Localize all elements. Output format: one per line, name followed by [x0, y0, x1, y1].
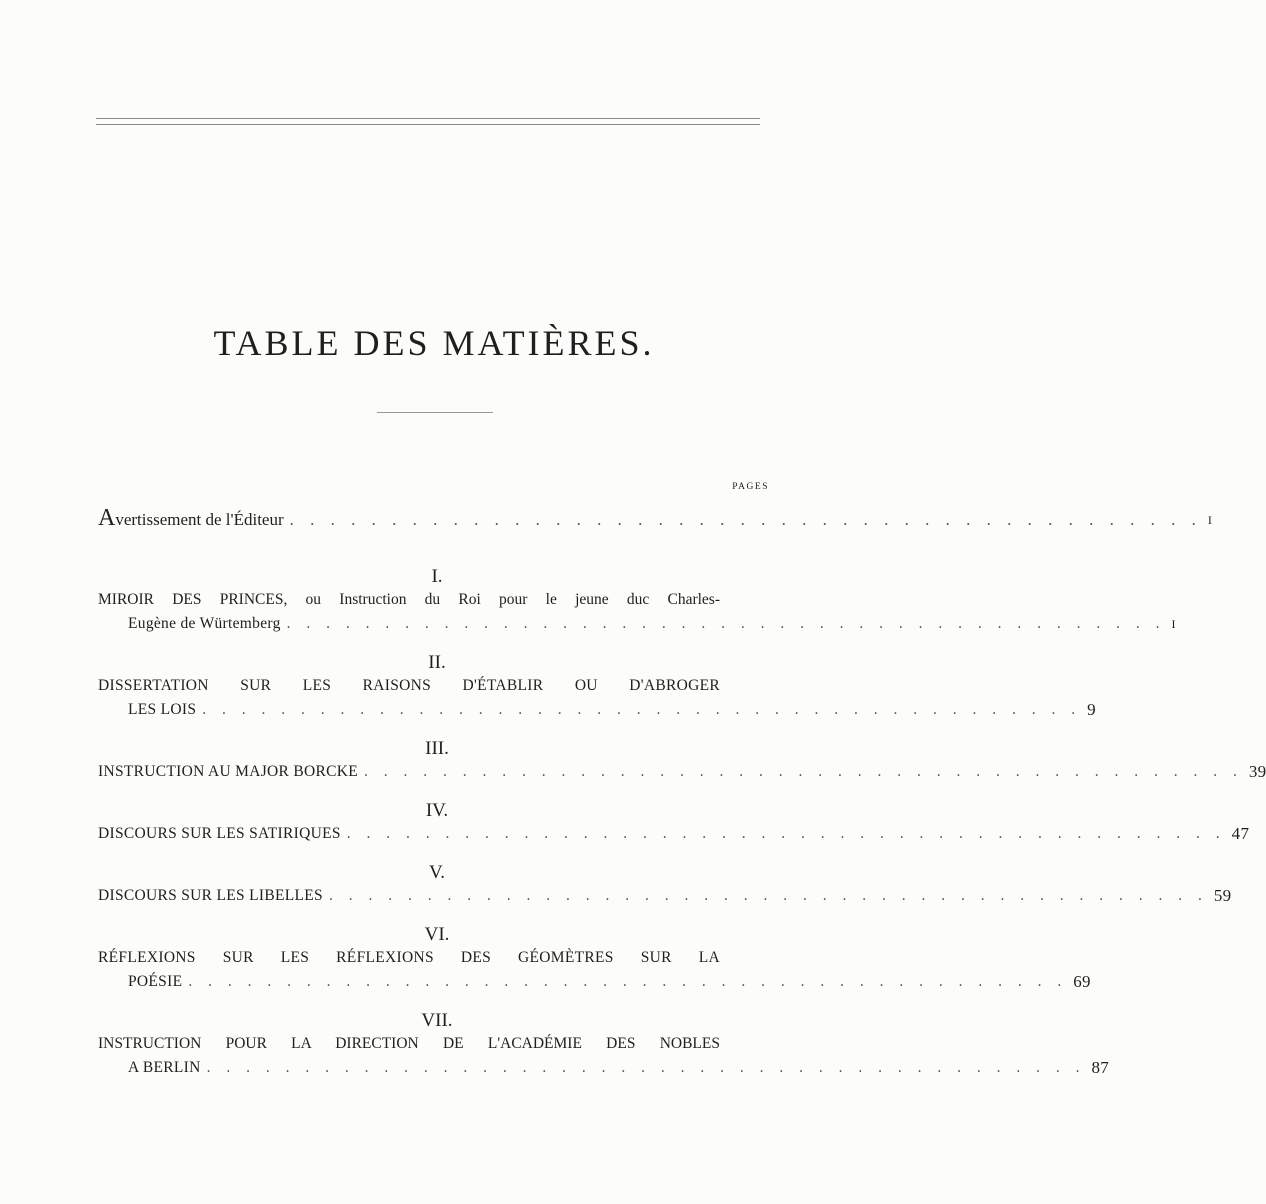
dot-leader: . . . . . . . . . . . . . . . . . . . . . . . . . . . . . . . . . . . . . . . . . . . . .: [202, 701, 1082, 718]
section-numeral: III.: [425, 738, 449, 759]
section-numeral: I.: [431, 566, 443, 587]
preface-label: vertissement de l'Éditeur: [115, 510, 284, 529]
section-numeral: VI.: [424, 924, 450, 945]
toc-entry-title: DISCOURS SUR LES SATIRIQUES: [98, 825, 341, 842]
dot-leader: . . . . . . . . . . . . . . . . . . . . . . . . . . . . . . . . . . . . . . . . . . . . .: [346, 825, 1226, 842]
toc-entry: [98, 970, 1091, 994]
toc-entry-title-line2: A BERLIN: [128, 1059, 201, 1076]
toc-entry: [98, 760, 1266, 784]
dot-leader: . . . . . . . . . . . . . . . . . . . . . . . . . . . . . . . . . . . . . . . . . . . . .: [188, 973, 1068, 990]
toc-entry-preface: [98, 505, 1212, 532]
toc-entry: [98, 884, 1232, 908]
page-number: I: [1171, 617, 1176, 631]
toc-entry-title-line1: RÉFLEXIONS SUR LES RÉFLEXIONS DES GÉOMÈTRES SUR LA: [98, 949, 720, 966]
toc-entry: [98, 612, 1176, 636]
toc-section: [98, 924, 1091, 994]
page-number: 39: [1248, 762, 1266, 781]
dot-leader: . . . . . . . . . . . . . . . . . . . . . . . . . . . . . . . . . . . . . . . . . . . . .: [286, 615, 1166, 632]
toc-section: [98, 652, 1096, 722]
page-number: 47: [1231, 824, 1250, 843]
toc-entry-title-line2: Eugène de Würtemberg: [128, 615, 281, 632]
dot-leader: . . . . . . . . . . . . . . . . . . . . . . . . . . . . . . . . . . . . . . . . . . . . .: [328, 887, 1208, 904]
dot-leader: . . . . . . . . . . . . . . . . . . . . . . . . . . . . . . . . . . . . . . . . . . . . .: [206, 1059, 1086, 1076]
table-of-contents: [98, 500, 1266, 1080]
toc-section: [98, 738, 1266, 784]
pages-column-label: PAGES: [732, 482, 769, 492]
toc-entry-title-line2: LES LOIS: [128, 701, 197, 718]
toc-entry: [98, 822, 1250, 846]
section-numeral: VII.: [421, 1010, 453, 1031]
toc-entry: [98, 1056, 1110, 1080]
section-numeral: V.: [428, 862, 446, 883]
toc-section: [98, 1010, 1110, 1080]
top-double-rule: [96, 118, 760, 125]
title-divider: [377, 412, 493, 413]
section-numeral: IV.: [425, 800, 449, 821]
toc-entry-label: [98, 506, 284, 532]
toc-entry-title-line1: DISSERTATION SUR LES RAISONS D'ÉTABLIR OU D'ABROGER: [98, 677, 720, 694]
toc-entry: [98, 698, 1096, 722]
toc-entry-title-line1: INSTRUCTION POUR LA DIRECTION DE L'ACADÉMIE DES NOBLES: [98, 1035, 720, 1052]
page-number: 87: [1091, 1058, 1110, 1077]
section-numeral: II.: [428, 652, 446, 673]
toc-entry-title-line2: POÉSIE: [128, 973, 183, 990]
page-number: I: [1207, 513, 1212, 527]
dot-leader: . . . . . . . . . . . . . . . . . . . . . . . . . . . . . . . . . . . . . . . . . . . . .: [289, 510, 1202, 529]
initial-letter: A: [98, 505, 116, 531]
toc-section: [98, 566, 1176, 636]
toc-section: [98, 800, 1250, 846]
toc-entry-title-line1: MIROIR DES PRINCES, ou Instruction du Roi pour le jeune duc Charles-: [98, 591, 720, 608]
toc-section: [98, 862, 1232, 908]
dot-leader: . . . . . . . . . . . . . . . . . . . . . . . . . . . . . . . . . . . . . . . . . . . . .: [364, 763, 1243, 780]
toc-entry-title: DISCOURS SUR LES LIBELLES: [98, 887, 323, 904]
page-number: 69: [1073, 972, 1091, 991]
page-number: 9: [1087, 700, 1096, 719]
page-title: TABLE DES MATIÈRES.: [213, 323, 655, 363]
page-number: 59: [1213, 886, 1232, 905]
toc-entry-title: INSTRUCTION AU MAJOR BORCKE: [98, 763, 358, 780]
